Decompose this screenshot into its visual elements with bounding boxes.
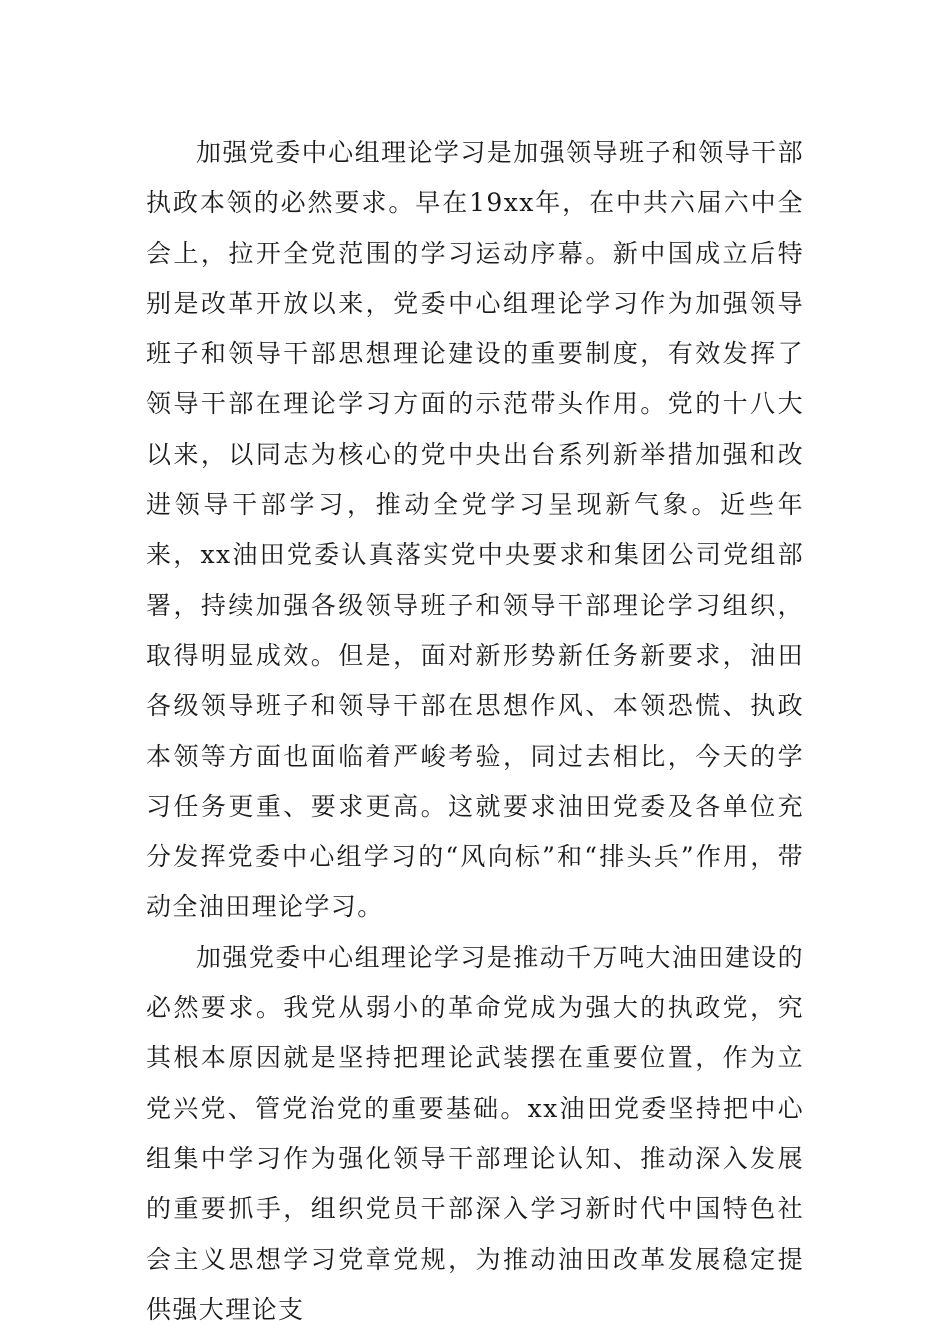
paragraph-1: 加强党委中心组理论学习是加强领导班子和领导干部执政本领的必然要求。早在19xx年，在中共六届六中全会上，拉开全党范围的学习运动序幕。新中国成立后特别是改革开放以来，党委中心组理论学习作为加强领导班子和领导干部思想理论建设的重要制度，有效发挥了领导干部在理论学习方面的示范带头作用。党的十八大以来，以同志为核心的党中央出台系列新举措加强和改进领导干部学习，推动全党学习呈现新气象。近些年来，xx油田党委认真落实党中央要求和集团公司党组部署，持续加强各级领导班子和领导干部理论学习组织，取得明显成效。但是，面对新形势新任务新要求，油田各级领导班子和领导干部在思想作风、本领恐慌、执政本领等方面也面临着严峻考验，同过去相比，今天的学习任务更重、要求更高。这就要求油田党委及各单位充分发挥党委中心组学习的“风向标”和“排头兵”作用，带动全油田理论学习。 (146, 138, 804, 922)
document-body (146, 128, 804, 1335)
paragraph-2: 加强党委中心组理论学习是推动千万吨大油田建设的必然要求。我党从弱小的革命党成为强大的执政党，究其根本原因就是坚持把理论武装摆在重要位置，作为立党兴党、管党治党的重要基础。xx油田党委坚持把中心组集中学习作为强化领导干部理论认知、推动深入发展的重要抓手，组织党员干部深入学习新时代中国特色社会主义思想学习党章党规，为推动油田改革发展稳定提供强大理论支 (146, 942, 804, 1324)
